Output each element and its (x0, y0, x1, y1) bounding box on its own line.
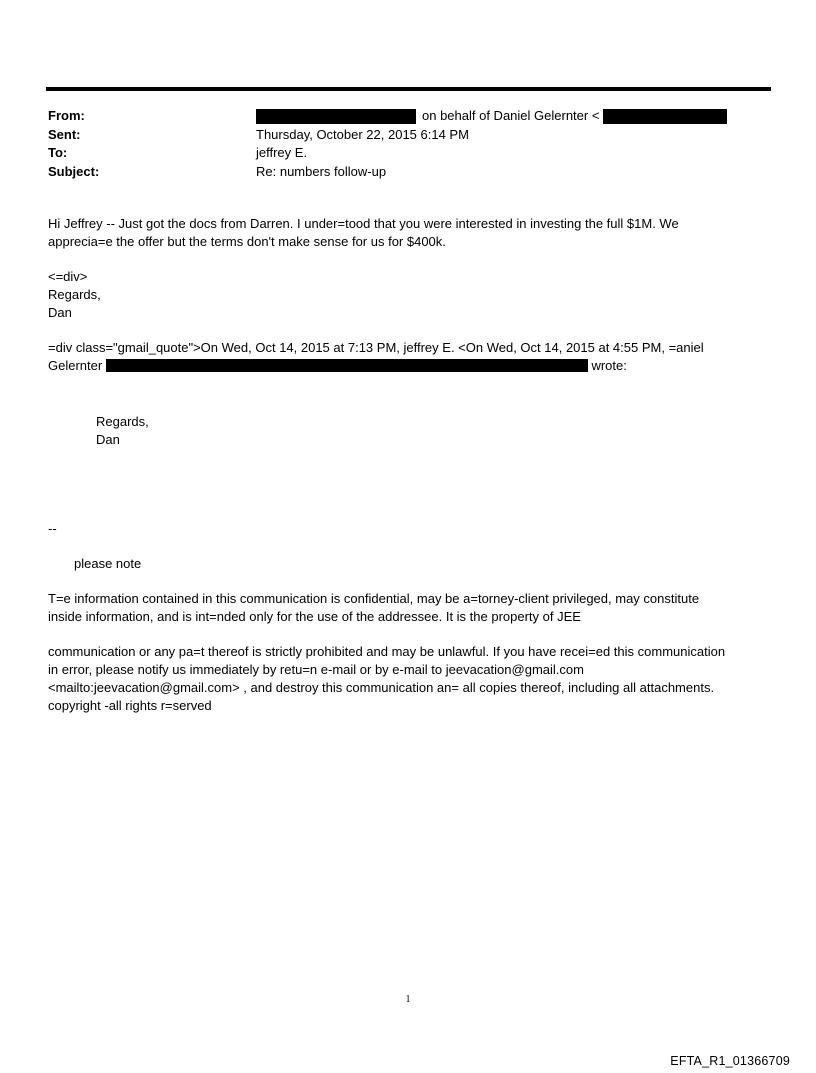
from-text: on behalf of Daniel Gelernter < (422, 108, 600, 123)
signature-separator: -- (48, 521, 57, 536)
redaction-block (106, 359, 588, 372)
div-tag-line: <=div> (48, 269, 88, 284)
body-line: apprecia=e the offer but the terms don't make sense for us for $400k. (48, 234, 446, 249)
to-label: To: (48, 145, 68, 160)
confidentiality-line: copyright -all rights r=served (48, 698, 212, 713)
confidentiality-line: T=e information contained in this communication is confidential, may be a=torney-client privileged, may constitute (48, 591, 700, 606)
signature-line: Dan (48, 305, 72, 320)
quoted-sign: Dan (96, 432, 120, 447)
quoted-signature (48, 413, 772, 449)
email-header (48, 107, 768, 181)
sent-row (48, 126, 768, 145)
subject-row (48, 163, 768, 182)
quoted-regards: Regards, (96, 414, 149, 429)
confidentiality-line: communication or any pa=t thereof is strictly prohibited and may be unlawful. If you have recei=ed this communication (48, 644, 726, 659)
please-note: please note (74, 556, 142, 571)
quote-sender-name: Gelernter (48, 358, 103, 373)
confidentiality-line: inside information, and is int=nded only for the use of the addressee. It is the property of JEE (48, 609, 581, 624)
to-row (48, 144, 768, 163)
from-row (48, 107, 768, 126)
redaction-block (603, 109, 727, 124)
quote-header-line (48, 357, 772, 375)
quote-wrote: wrote: (591, 358, 627, 373)
confidentiality-line: in error, please notify us immediately by retu=n e-mail or by e-mail to jeevacation@gmail.com (48, 662, 584, 677)
header-rule (46, 87, 771, 91)
from-value (256, 107, 768, 126)
sent-value: Thursday, October 22, 2015 6:14 PM (256, 126, 469, 142)
subject-value: Re: numbers follow-up (256, 163, 387, 179)
regards-line: Regards, (48, 287, 101, 302)
body-line: Hi Jeffrey -- Just got the docs from Darren. I under=tood that you were interested in investing the full $1M. We (48, 216, 679, 231)
document-id: EFTA_R1_01366709 (670, 1054, 790, 1068)
quote-header-line: =div class="gmail_quote">On Wed, Oct 14, 2015 at 7:13 PM, jeffrey E. <On Wed, Oct 14, 2015 at 4:55 PM, =aniel (48, 340, 704, 355)
redaction-block (256, 109, 416, 124)
confidentiality-line: <mailto:jeevacation@gmail.com> , and destroy this communication an= all copies thereof, including all attachments. (48, 680, 715, 695)
subject-label: Subject: (48, 163, 100, 179)
page-number: 1 (405, 994, 411, 1005)
sent-label: Sent: (48, 126, 81, 142)
from-label: From: (48, 108, 85, 123)
email-body (48, 215, 772, 715)
to-value: jeffrey E. (256, 145, 308, 160)
